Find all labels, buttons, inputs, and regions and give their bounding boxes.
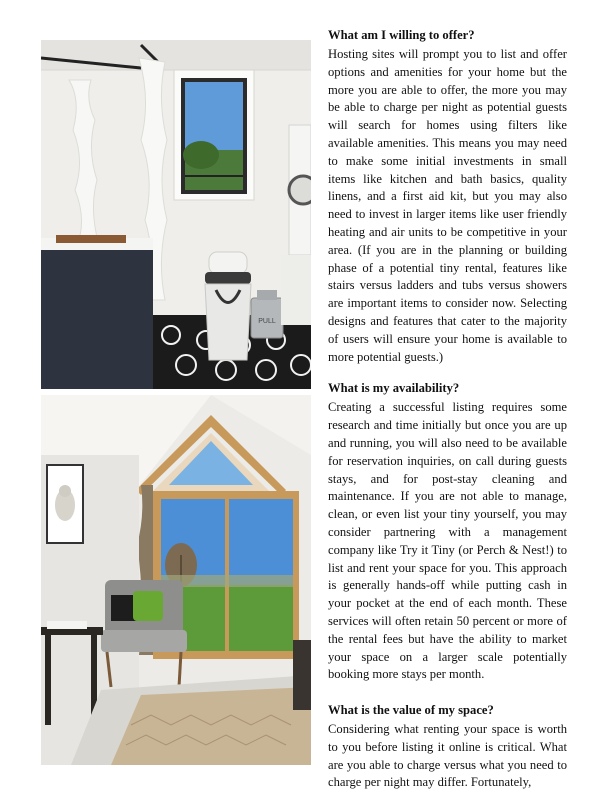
article-text-column bbox=[328, 27, 567, 792]
section-body: Creating a successful listing requires some research and time initially but once you are up and running, you will also need to be available for reservation inquiries, on call during guests stays, and for post-stay cleaning and maintenance. If you are not able to manage, clean, or even list your tiny yourself, you may consider partnering with a management company like Try it Tiny (or Perch & Nest!) to list and rent your space for you. This approach is generally hands-off while putting cash in your pocket at the end of each month. These services will often retain 50 percent or more of the rental fees but have the ability to market your space on a larger scale potentially booking more stays per month. bbox=[328, 400, 567, 682]
svg-text:PULL: PULL bbox=[258, 318, 276, 325]
section-heading: What is my availability? bbox=[328, 381, 460, 396]
section-value bbox=[328, 702, 567, 792]
section-body: Hosting sites will prompt you to list and offer options and amenities for your home but the more you are able to offer, the more you may be able to charge per night as potential guests will search for homes using filters like available amenities. This means you may need to make some initial investments in small items like kitchen and bath basics, quality linens, and a first aid kit, but you may also need to invest in larger items like user friendly heating and air units to be competitive in your area. (If you are in the planning or building phase of a potential tiny rental, features like stairs versus ladders and tubs versus showers are important items to consider now. Selecting designs and features that cater to the majority of users will ensure your home is available to more potential guests.) bbox=[328, 47, 567, 364]
bedroom-photo bbox=[41, 395, 311, 765]
section-heading: What is the value of my space? bbox=[328, 703, 494, 718]
section-offer bbox=[328, 27, 567, 366]
section-body: Considering what renting your space is worth to you before listing it online is critical. What are you able to charge versus what you need to charge per night may differ. Fortunately, bbox=[328, 722, 567, 790]
bathroom-photo bbox=[41, 40, 311, 389]
section-heading: What am I willing to offer? bbox=[328, 28, 475, 42]
section-availability bbox=[328, 380, 567, 684]
